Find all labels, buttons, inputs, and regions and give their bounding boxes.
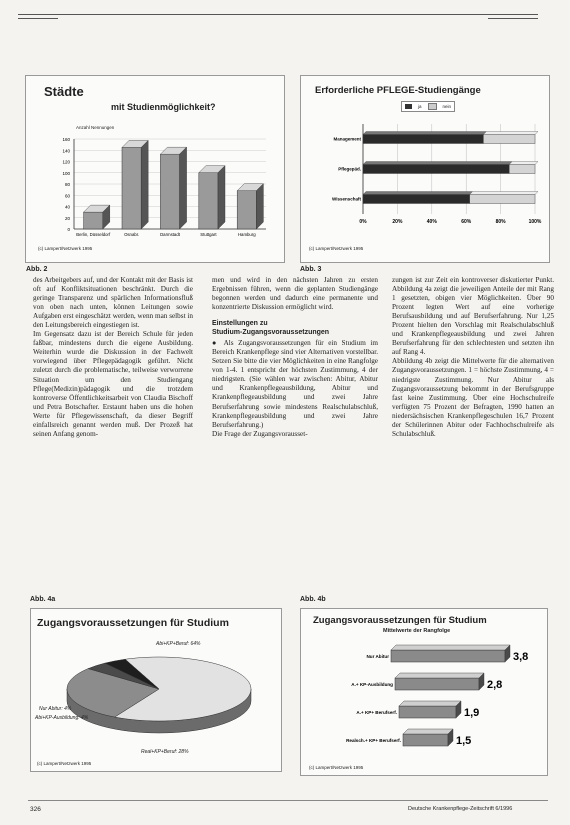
fig4-source: (c) Lampert/Netzwerk 1995	[309, 765, 364, 770]
fig4-bar-top	[399, 701, 461, 706]
fig4-bar	[403, 734, 448, 746]
fig1-bar-side	[218, 166, 225, 229]
text-column-3	[392, 276, 554, 439]
fig2-xtick-label: 60%	[461, 219, 472, 225]
fig2-bar-ja	[363, 195, 470, 204]
fig4-hbar-chart	[301, 639, 547, 765]
fig1-ytick-label: 40	[64, 204, 70, 210]
fig4-category-label: Nur Abitur	[366, 654, 389, 659]
fig2-caption: Abb. 3	[300, 266, 322, 273]
col1-paragraph-2: Im Gegensatz dazu ist der Bereich Schule für jeden faßbar, mindestens durch die eigene Ausbildung. Weiterhin wurde die Diskussion in der Fachwelt vorwiegend über Pflegepädagogik geführt. Nicht zuletzt durch die problematische, teilweise verworrene Situation um den Studiengang Pflege(Medizin)pädagogik und die trotzdem kontroverse Öffentlichkeitsarbeit von Claudia Bischoff und Petra Botschafter. Erstaunt haben uns die hohen Werte für Pflegewissenschaft, da dieser Begriff einfallsreich genannt werden muß. Der Prozeß hat seinen Anfang genom-	[33, 330, 193, 438]
fig1-ytick-label: 100	[62, 170, 70, 176]
col2-heading-line2: Studium-Zugangsvoraussetzungen	[212, 328, 330, 336]
fig1-bar-side	[180, 147, 187, 229]
fig1-caption: Abb. 2	[26, 266, 48, 273]
fig2-title: Erforderliche PFLEGE-Studiengänge	[315, 85, 481, 96]
journal-name: Deutsche Krankenpflege-Zeitschrift 6/1996	[408, 806, 513, 812]
fig1-xtick-label: Hamburg	[237, 232, 256, 237]
fig1-xtick-label: Osnabr.	[124, 232, 140, 237]
fig4-bar-top	[391, 645, 510, 650]
top-rule	[18, 14, 538, 15]
col3-paragraph-1: zungen ist zur Zeit ein kontroverser diskutierter Punkt. Abbildung 4a zeigt die jeweiligen Anteile der mit Rang 1 gesetzten, obigen vier Möglichkeiten. Über 90 Prozent legten Wert auf eine vorherige Berufsausbildung und auf Berufserfahrung. Nur 1,25 Prozent hielten den Vorschlag mit Realschulabschluß und Krankenpflegeausbildung und zwei Jahren Berufserfahrung für den schlechtesten und setzten ihn auf Rang 4.	[392, 276, 554, 357]
fig2-bar-top	[363, 192, 473, 195]
figure-cities-chart	[25, 75, 285, 263]
fig1-ytick-label: 0	[67, 227, 70, 232]
fig2-xtick-label: 100%	[528, 219, 542, 225]
fig1-title: Städte	[44, 84, 84, 99]
text-column-2	[212, 276, 378, 439]
fig1-ytick-label: 160	[62, 137, 70, 142]
fig1-legend: Anzahl Nennungen	[76, 125, 115, 130]
fig4-value-label: 3,8	[513, 651, 529, 663]
fig2-bar-nein	[483, 135, 535, 144]
legend-nein-label: nein	[442, 104, 452, 109]
fig1-xtick-label: Stuttgart	[200, 232, 217, 237]
fig4-caption: Abb. 4b	[300, 596, 326, 603]
footer-rule	[28, 800, 548, 801]
fig3-label-nur-abitur: Nur Abitur: 4%	[39, 706, 72, 712]
fig2-bar-top	[363, 132, 486, 135]
fig2-bar-ja	[363, 135, 483, 144]
top-rule-right	[488, 18, 538, 19]
fig1-bar	[84, 212, 103, 229]
fig2-bar-nein	[509, 165, 535, 174]
text-column-1	[33, 276, 193, 439]
col2-body	[212, 339, 378, 429]
legend-nein-swatch	[428, 103, 437, 110]
fig2-xtick-label: 40%	[426, 219, 437, 225]
fig1-xtick-label: Darmstadt	[160, 232, 180, 237]
legend-ja-label: ja	[418, 104, 422, 109]
fig1-bar	[160, 154, 179, 229]
fig1-ytick-label: 20	[64, 215, 70, 221]
fig4-bar-top	[403, 729, 453, 734]
fig2-source: (c) Lampert/Netzwerk 1995	[309, 246, 364, 251]
bullet-icon: ●	[212, 339, 224, 348]
fig3-label-real-kp-beruf: Real+KP+Beruf: 28%	[141, 749, 189, 755]
col1-paragraph-1: des Arbeitgebers auf, und der Kontakt mit der Basis ist oft auf Konfliktsituationen beschränkt. Durch die geringe Transparenz und spärlichen Informationsfluß von oben nach unten, können Leitungen sowie Aufgaben erst eingeschätzt werden, wenn man selbst in den Leitungsbereich eingestiegen ist.	[33, 276, 193, 330]
figure-study-programs-chart	[300, 75, 550, 263]
fig1-ytick-label: 60	[64, 193, 70, 199]
figure-access-pie-chart	[30, 608, 282, 772]
fig2-bar-top	[470, 192, 538, 195]
col2-heading-line1: Einstellungen zu	[212, 320, 268, 328]
fig4-category-label: Realsch.+ KP+ Berufserf.	[346, 738, 401, 743]
fig2-bar-nein	[470, 195, 535, 204]
fig4-bar-top	[395, 673, 484, 678]
fig1-bar	[122, 147, 141, 229]
fig1-source: (c) Lampert/Netzwerk 1995	[38, 246, 93, 251]
fig4-category-label: A.+ KP-Ausbildung	[351, 682, 393, 687]
fig4-subtitle: Mittelwerte der Rangfolge	[383, 628, 451, 634]
fig3-title: Zugangsvoraussetzungen für Studium	[37, 617, 229, 629]
fig4-category-label: A.+ KP+ Berufserf.	[356, 710, 397, 715]
fig3-caption: Abb. 4a	[30, 596, 56, 603]
fig1-xtick-label: Berlin, Düsseldorf	[76, 232, 111, 237]
fig2-bar-ja	[363, 165, 509, 174]
fig1-bar	[199, 173, 218, 229]
fig2-xtick-label: 20%	[392, 219, 403, 225]
fig1-bar-chart	[26, 131, 284, 246]
fig1-bar	[237, 191, 256, 229]
fig3-pie-chart	[31, 629, 281, 759]
fig4-value-label: 1,5	[456, 735, 472, 747]
col2-intro: men und wird in den nächsten Jahren zu ersten Ergebnissen führen, wenn die geplanten Studiengänge begonnen werden und dadurch eine permanente und konzentrierte Diskussion ermöglicht wird.	[212, 276, 378, 312]
col2-heading	[212, 320, 378, 337]
fig2-hbar-chart	[301, 116, 549, 241]
fig2-legend	[401, 101, 455, 112]
col3-paragraph-2: Abbildung 4b zeigt die Mittelwerte für die alternativen Zugangsvoraussetzungen. 1 = höchste Zustimmung, 4 = niedrigste Zustimmung. Nur Abitur als Zugangsvoraussetzung bekommt in der Berufsgruppe fast keine Zustimmung. Über eine Hochschulreife verfügten 75 Prozent der Befragten, 1990 hatten an niedersächsischen Krankenpflegeschulen 16,7 Prozent der Schülerinnen Abitur oder Fachhochschulreife als Schulabschluß.	[392, 357, 554, 438]
fig1-bar-side	[141, 140, 148, 229]
fig2-bar-top	[363, 162, 512, 165]
page-number: 326	[30, 806, 41, 813]
fig4-bar	[391, 650, 505, 662]
fig2-category-label: Management	[333, 136, 361, 142]
fig3-label-abi-kp-ausbildung: Abi+KP-Ausbildung: 4%	[35, 715, 89, 721]
fig4-bar	[399, 706, 456, 718]
fig4-value-label: 1,9	[464, 707, 480, 719]
col2-body-text: Als Zugangsvoraussetzungen für ein Studium im Bereich Krankenpflege sind vier Alternativen vorstellbar. Setzen Sie bitte die vier Möglichkeiten in eine Rangfolge von 1-4. 1 entspricht der höchsten Zustimmung, 4 der niedrigsten. (Sie wählen war zwischen: Abitur, Abitur und Krankenpflegeausbildung, Abitur und Krankenpflegeausbildung und zwei Jahre Berufserfahrung sowie mindestens Realschulabschluß, Krankenpflegeausbildung und zwei Jahre Berufserfahrung.)	[212, 339, 378, 429]
legend-ja-swatch	[405, 104, 412, 109]
fig4-bar	[395, 678, 479, 690]
fig1-ytick-label: 140	[62, 148, 70, 154]
fig1-subtitle: mit Studienmöglichkeit?	[111, 102, 216, 112]
fig1-ytick-label: 120	[62, 159, 70, 165]
fig1-ytick-label: 80	[64, 182, 70, 187]
fig3-label-abi-kp-beruf: Abi+KP+Beruf: 64%	[156, 641, 201, 647]
fig2-bar-top	[509, 162, 538, 165]
fig1-bar-side	[256, 184, 263, 229]
fig4-title: Zugangsvoraussetzungen für Studium	[313, 615, 487, 626]
figure-access-mean-chart	[300, 608, 548, 776]
col2-outro: Die Frage der Zugangsvorausset-	[212, 429, 308, 438]
fig3-source: (c) Lampert/Netzwerk 1995	[37, 761, 92, 766]
fig2-xtick-label: 80%	[495, 219, 506, 225]
fig2-category-label: Wissenschaft	[332, 196, 361, 202]
fig4-value-label: 2,8	[487, 679, 503, 691]
top-rule-short	[18, 18, 58, 19]
fig2-category-label: Pflegepäd.	[338, 166, 361, 172]
fig2-bar-top	[483, 132, 538, 135]
fig2-xtick-label: 0%	[359, 219, 367, 225]
